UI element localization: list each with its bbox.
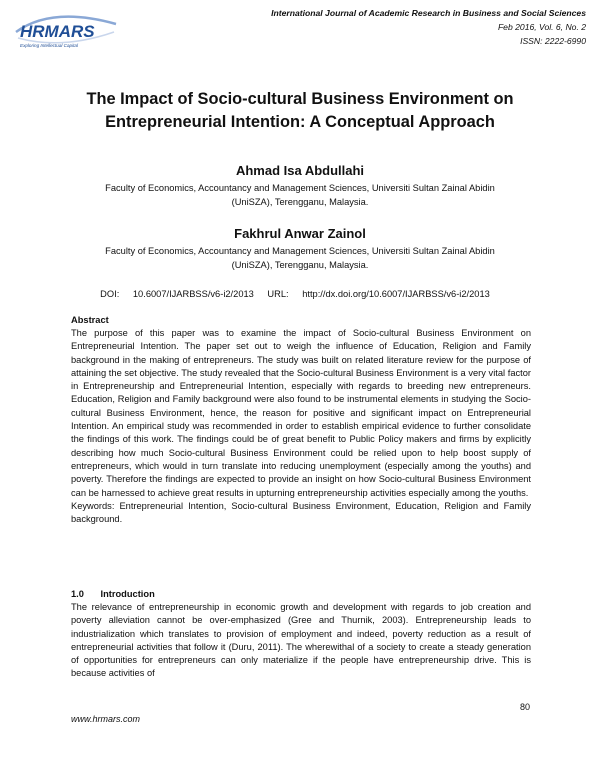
- doi-value: 10.6007/IJARBSS/v6-i2/2013: [132, 289, 254, 299]
- website-link[interactable]: www.hrmars.com: [71, 714, 141, 724]
- doi-url-link[interactable]: http://dx.doi.org/10.6007/IJARBSS/v6-i2/2013: [302, 289, 490, 299]
- title-line-1: The Impact of Socio-cultural Business Environment on: [86, 90, 514, 108]
- journal-info: [271, 6, 586, 48]
- abstract-heading: Abstract: [71, 315, 109, 325]
- author-name: Fakhrul Anwar Zainol: [234, 226, 366, 241]
- url-label: URL:: [267, 289, 289, 299]
- abstract-text: [71, 327, 531, 526]
- page-number: 80: [519, 702, 530, 712]
- paper-title: [40, 88, 560, 134]
- journal-issue: Feb 2016, Vol. 6, No. 2: [497, 22, 586, 32]
- doi-label: DOI:: [100, 289, 120, 299]
- journal-name: International Journal of Academic Research in Business and Social Sciences: [271, 8, 586, 18]
- journal-issn: ISSN: 2222-6990: [520, 36, 586, 46]
- affiliation-line-2: (UniSZA), Terengganu, Malaysia.: [231, 260, 369, 270]
- abstract-keywords: Keywords: Entrepreneurial Intention, Socio-cultural Business Environment, Education, Religion and Family background.: [71, 500, 531, 525]
- doi-line: [40, 287, 560, 301]
- affiliation-line-1: Faculty of Economics, Accountancy and Management Sciences, Universiti Sultan Zainal Abidin: [105, 246, 495, 256]
- title-line-2: Entrepreneurial Intention: A Conceptual Approach: [105, 113, 495, 131]
- affiliation-line-1: Faculty of Economics, Accountancy and Management Sciences, Universiti Sultan Zainal Abidin: [105, 183, 495, 193]
- introduction-text: The relevance of entrepreneurship in economic growth and development with regards to job creation and poverty alleviation cannot be over-emphasized (Gree and Thurnik, 2003). Entrepreneurship leads to industrialization which translates to provision of employment and indeed, poverty reduction as a result of entrepreneurial activities that follow it (Duru, 2011). The wherewithal of a society to create a steady generation of opportunities for entrepreneurs can only materialize if the people have entrepreneurship drive. This is because activities of: [71, 602, 531, 679]
- author-name: Ahmad Isa Abdullahi: [235, 163, 365, 178]
- hrmars-logo: [12, 10, 122, 54]
- section-number: 1.0: [71, 589, 84, 599]
- logo-tagline: Exploring Intellectual Capital: [20, 43, 78, 48]
- author-affiliation: [70, 244, 530, 272]
- abstract-body: The purpose of this paper was to examine the impact of Socio-cultural Business Environment on Entrepreneurial Intention. The paper set out to weigh the influence of Education, Religion and Family background in the making of entrepreneurs. The study was built on related literature review for the purpose of attaining the set objective. The study revealed that the Socio-cultural Business Environment is a very vital factor in Entrepreneurship and Entrepreneurial Intention, especially with regards to breeding new entrepreneurs. Education, Religion and Family background were also found to be instrumental elements in studying the Socio-cultural Business Environment, hence, the reason for positive and significant impact on Entrepreneurial Intention. An empirical study was recommended in order to establish empirical evidence to further consolidate the findings of this work. The findings could be of great benefit to Public Policy makers and firms by explicitly describing how much Socio-cultural Business Environment could be relied upon to help boost supply of entrepreneurs, which would in turn translate into reducing unemployment (especially among the youths) and poverty. Therefore the findings are expected to provide an insight on how Socio-cultural Business Environment can be harnessed to achieve great results in upturning entrepreneurship activities especially among the youths.: [71, 328, 531, 498]
- introduction-heading: [71, 588, 155, 601]
- section-title: Introduction: [100, 589, 155, 599]
- logo-text: HRMARS: [20, 22, 95, 41]
- author-affiliation: [70, 181, 530, 209]
- affiliation-line-2: (UniSZA), Terengganu, Malaysia.: [231, 197, 369, 207]
